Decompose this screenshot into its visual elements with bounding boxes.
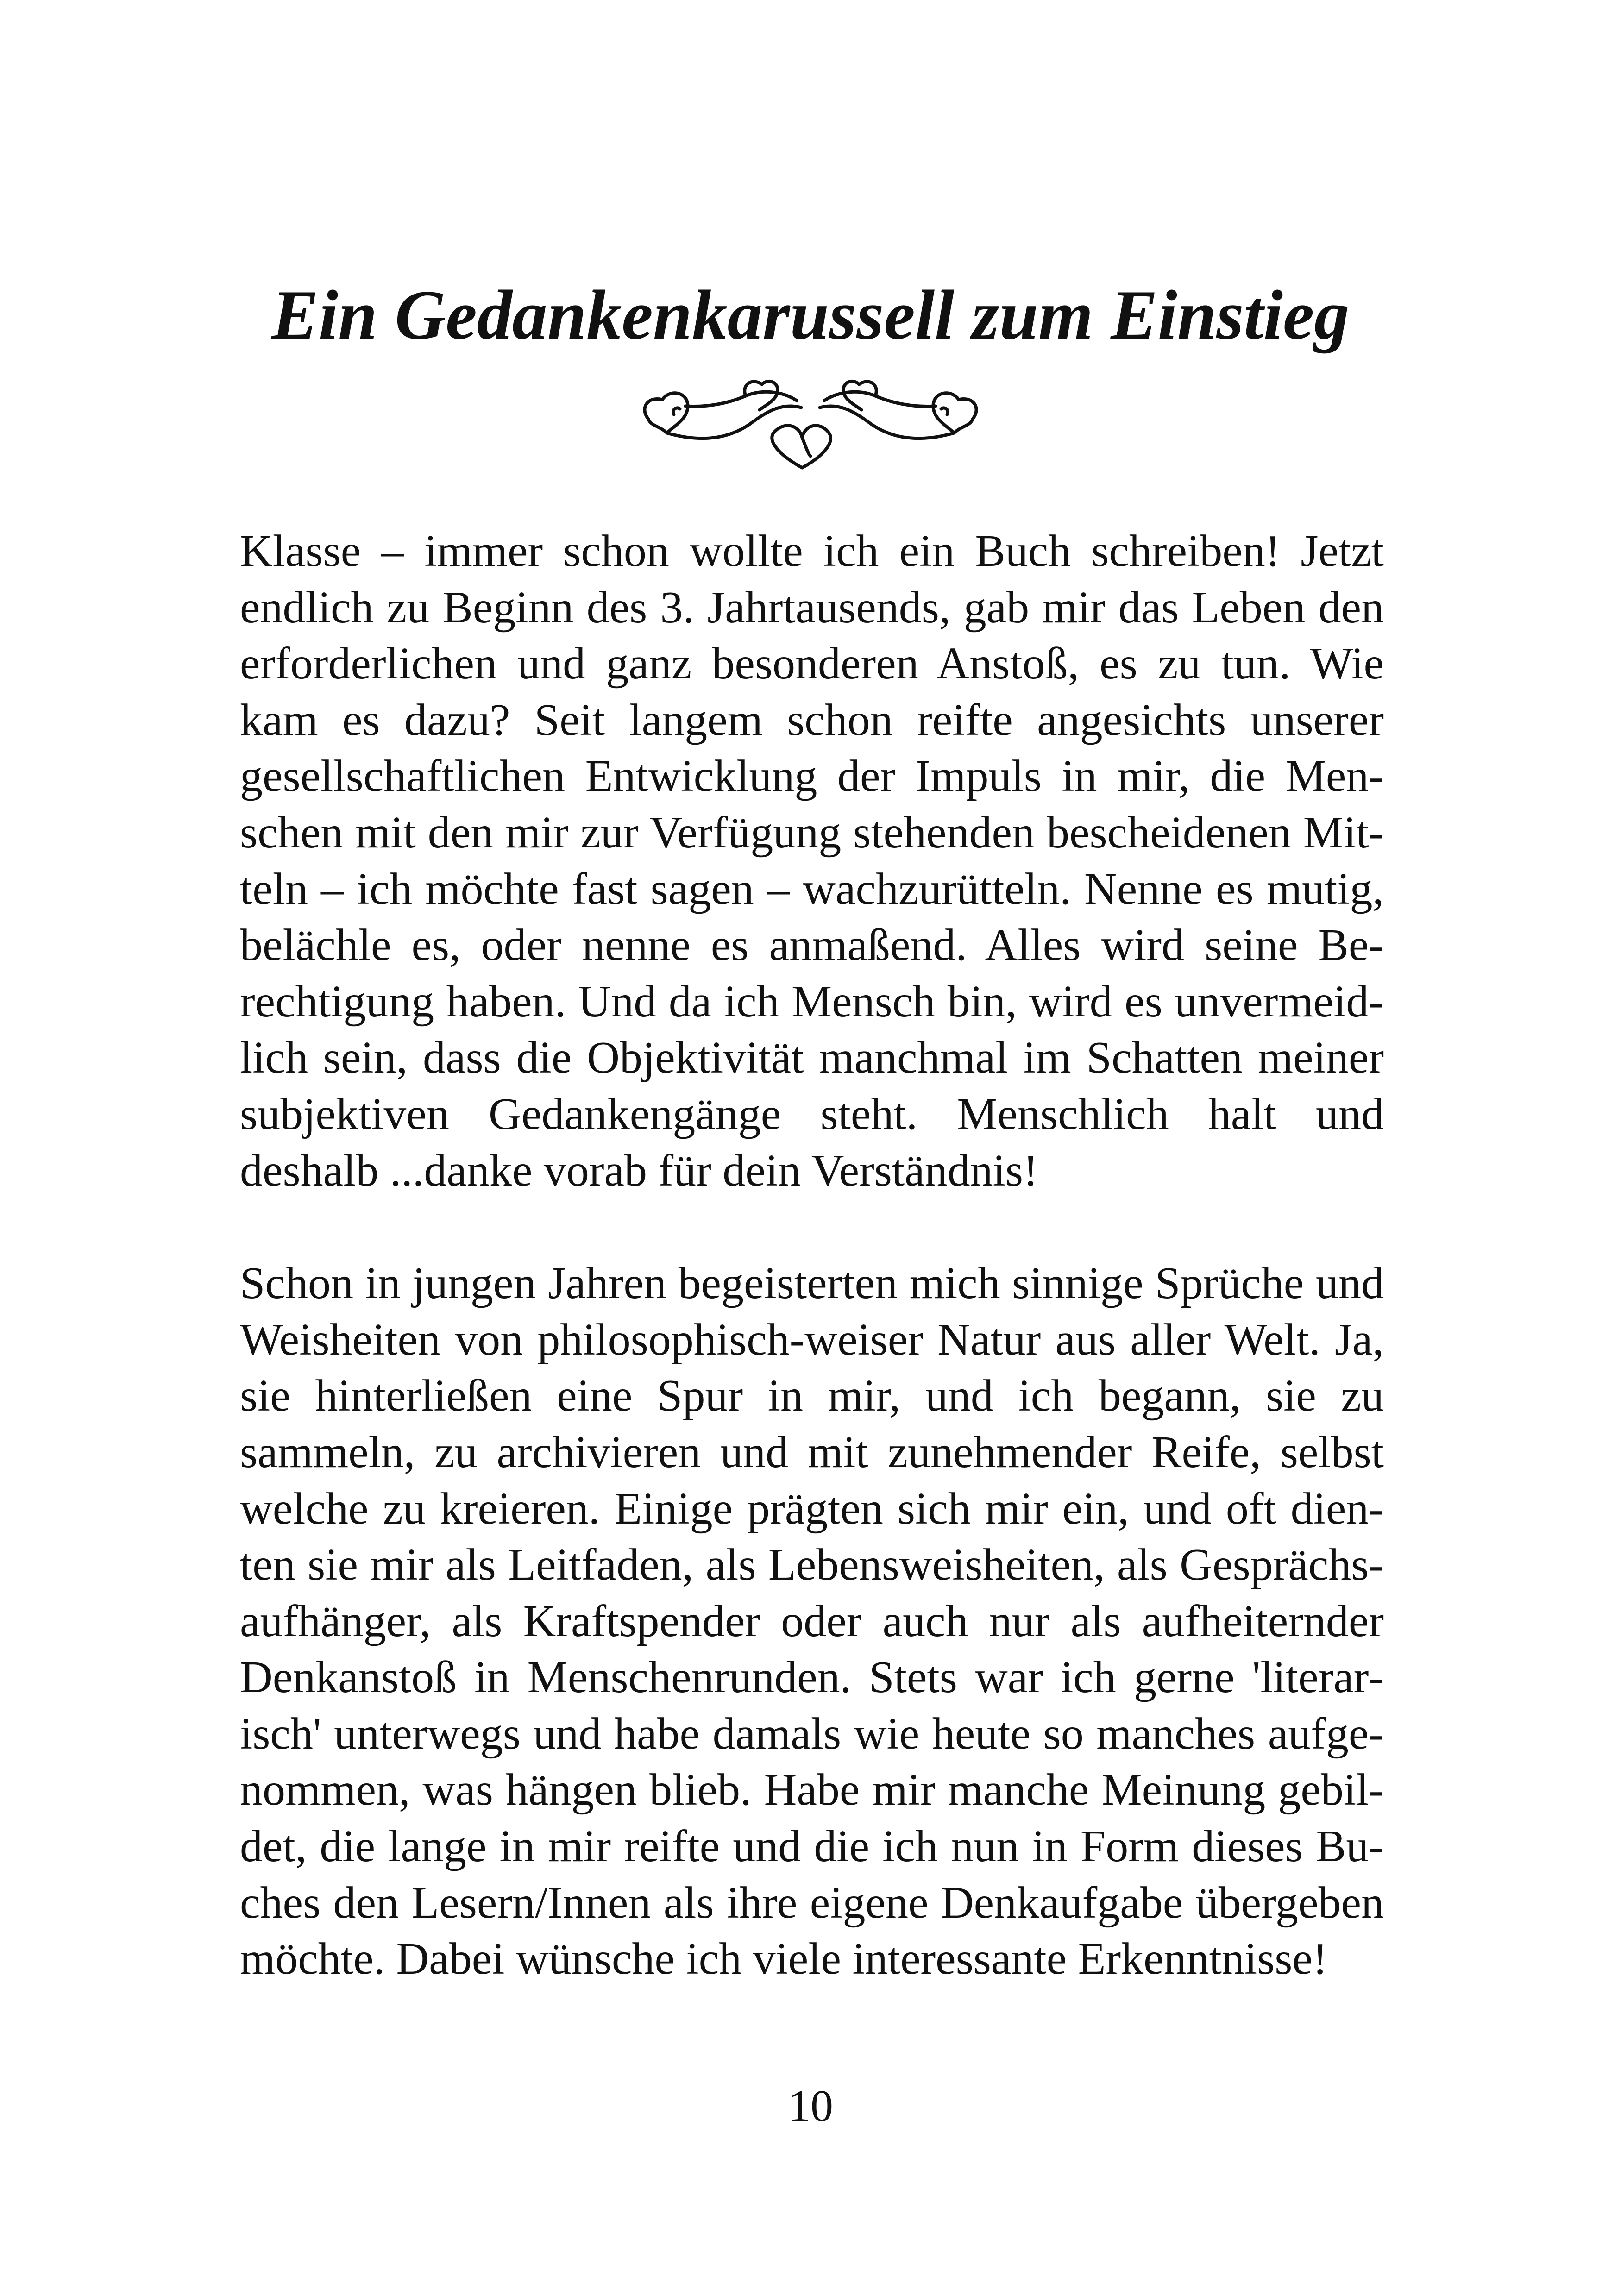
page-number: 10 [788, 2081, 833, 2131]
paragraph-1: Klasse – immer schon wollte ich ein Buch schreiben! Jetzt endlich zu Beginn des 3. Jahrtausends, gab mir das Leben den erforderlichen und ganz besonderen Anstoß, es zu tun. Wie kam es dazu? Seit langem schon reifte angesichts unserer gesellschaftlichen Entwicklung der Impuls in mir, die Menschen mit den mir zur Verfügung stehenden bescheidenen Mitteln – ich möchte fast sagen – wachzurütteln. Nenne es mutig, belächle es, oder nenne es anmaßend. Alles wird seine Berechtigung haben. Und da ich Mensch bin, wird es unvermeidlich sein, dass die Objektivität manchmal im Schatten meiner subjektiven Gedankengänge steht. Menschlich halt und deshalb ...danke vorab für dein Verständnis! [240, 526, 1384, 1196]
heart-flourish-ornament-icon [630, 364, 991, 475]
paragraph-2: Schon in jungen Jahren begeisterten mich sinnige Sprüche und Weisheiten von philosophisch-weiser Natur aus aller Welt. Ja, sie hinterließen eine Spur in mir, und ich begann, sie zu sammeln, zu archivieren und mit zunehmender Reife, selbst welche zu kreieren. Einige prägten sich mir ein, und oft dienten sie mir als Leitfaden, als Lebensweisheiten, als Gesprächsaufhänger, als Kraftspender oder auch nur als aufheiternder Denkanstoß in Menschenrunden. Stets war ich gerne 'literarisch' unterwegs und habe damals wie heute so manches aufgenommen, was hängen blieb. Habe mir manche Meinung gebildet, die lange in mir reifte und die ich nun in Form dieses Buches den Lesern/Innen als ihre eigene Denkaufgabe übergeben möchte. Dabei wünsche ich viele interessante Erkenntnisse! [240, 1258, 1384, 1984]
body-text [240, 523, 1384, 1988]
chapter-title: Ein Gedankenkarussell zum Einstieg [271, 276, 1350, 354]
